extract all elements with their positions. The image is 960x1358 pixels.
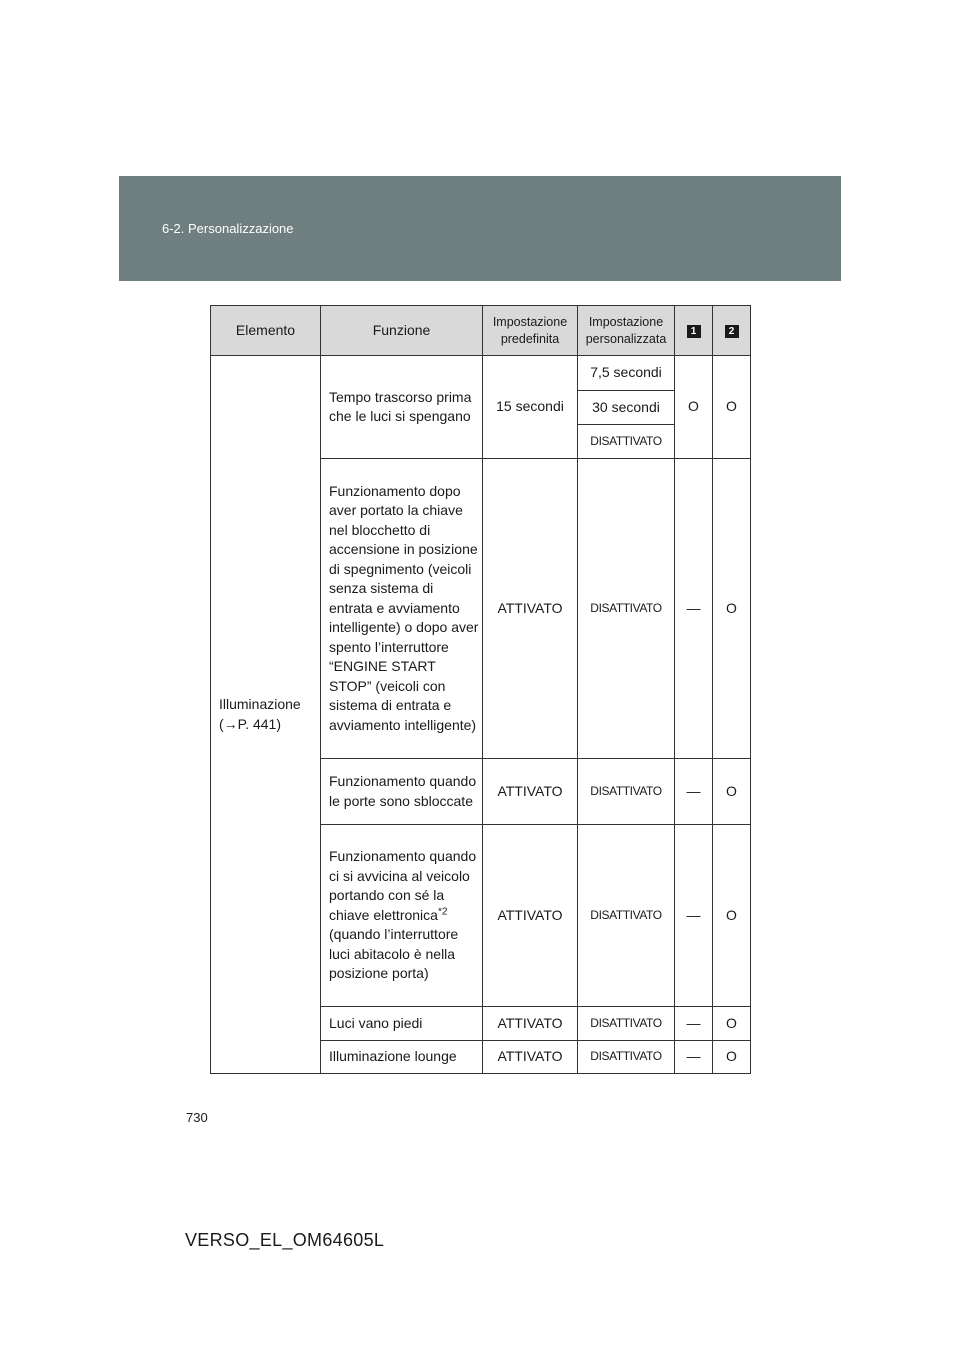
custom-option-cell: DISATTIVATO <box>578 759 675 825</box>
col2-cell: O <box>713 356 751 459</box>
col2-cell: O <box>713 459 751 759</box>
table-header-row <box>211 306 751 356</box>
custom-option-cell: 30 secondi <box>578 391 675 425</box>
function-cell: Illuminazione lounge <box>321 1041 483 1074</box>
default-cell: 15 secondi <box>483 356 578 459</box>
custom-option-cell: DISATTIVATO <box>578 1007 675 1041</box>
custom-option-cell: DISATTIVATO <box>578 825 675 1007</box>
default-cell: ATTIVATO <box>483 459 578 759</box>
custom-option-cell: 7,5 secondi <box>578 356 675 391</box>
function-cell: Funzionamento quando ci si avvicina al veicolo portando con sé la chiave elettronica$^{*2}$ (quando l’interruttore luci abitacolo è nella posizione porta) <box>321 825 483 1007</box>
badge-2-icon: 2 <box>725 325 739 338</box>
custom-option-cell: DISATTIVATO <box>578 425 675 459</box>
header-default-setting: Impostazione predefinita <box>483 306 578 356</box>
header-column-2 <box>713 306 751 356</box>
col2-cell: O <box>713 759 751 825</box>
item-illuminazione: Illuminazione (→P. 441) <box>211 356 321 1074</box>
default-cell: ATTIVATO <box>483 759 578 825</box>
custom-option-cell: DISATTIVATO <box>578 1041 675 1074</box>
header-funzione: Funzione <box>321 306 483 356</box>
col1-cell: — <box>675 1007 713 1041</box>
document-code: VERSO_EL_OM64605L <box>185 1230 385 1250</box>
custom-option-cell: DISATTIVATO <box>578 459 675 759</box>
section-header-bar <box>119 176 841 281</box>
badge-1-icon: 1 <box>687 325 701 338</box>
function-cell: Tempo trascorso prima che le luci si spengano <box>321 356 483 459</box>
table-row <box>211 356 751 391</box>
header-column-1 <box>675 306 713 356</box>
col1-cell: — <box>675 759 713 825</box>
default-cell: ATTIVATO <box>483 825 578 1007</box>
header-elemento: Elemento <box>211 306 321 356</box>
function-cell: Funzionamento dopo aver portato la chiave nel blocchetto di accensione in posizione di spegnimento (veicoli senza sistema di entrata e avviamento intelligente) o dopo aver spento l’interruttore “ENGINE START STOP” (veicoli con sistema di entrata e avviamento intelligente) <box>321 459 483 759</box>
customization-table <box>210 305 751 1074</box>
function-cell: Funzionamento quando le porte sono sbloccate <box>321 759 483 825</box>
default-cell: ATTIVATO <box>483 1041 578 1074</box>
header-custom-setting: Impostazione personalizzata <box>578 306 675 356</box>
function-cell: Luci vano piedi <box>321 1007 483 1041</box>
page-number: 730 <box>186 1110 208 1125</box>
default-cell: ATTIVATO <box>483 1007 578 1041</box>
col2-cell: O <box>713 825 751 1007</box>
col1-cell: — <box>675 1041 713 1074</box>
col1-cell: O <box>675 356 713 459</box>
col1-cell: — <box>675 459 713 759</box>
col2-cell: O <box>713 1041 751 1074</box>
section-title: 6-2. Personalizzazione <box>162 221 294 236</box>
col2-cell: O <box>713 1007 751 1041</box>
col1-cell: — <box>675 825 713 1007</box>
